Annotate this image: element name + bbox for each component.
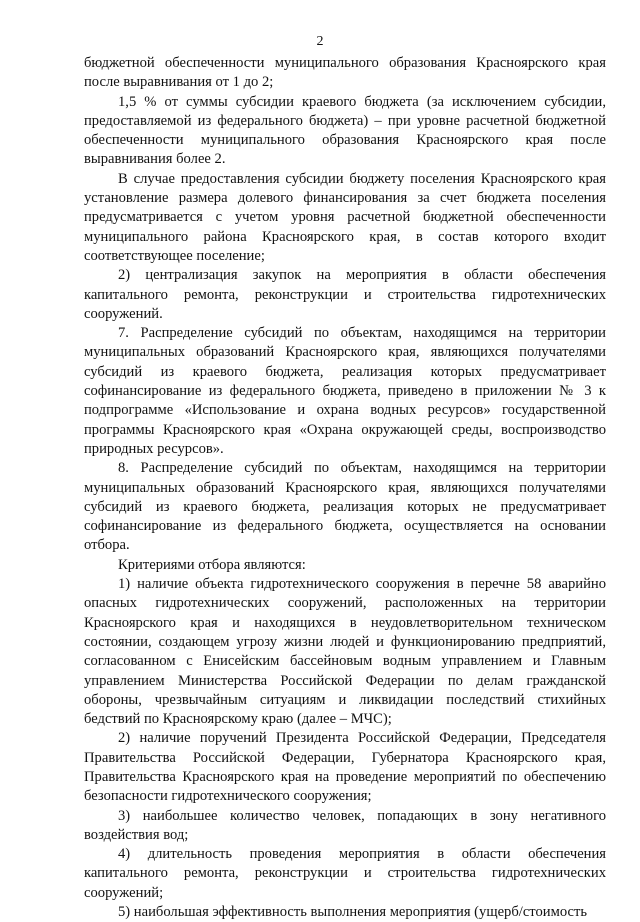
page-number: 2 <box>316 34 324 49</box>
paragraph-selection-criteria-heading: Критериями отбора являются: <box>118 556 306 573</box>
paragraph-continuation: бюджетной обеспеченности муниципального образования Красноярского края после выравнивания от 1 до 2; <box>84 55 606 91</box>
paragraph-criterion-2: 2) наличие поручений Президента Российской Федерации, Председателя Правительства Российской Федерации, Губернатора Красноярского края, Правительства Красноярского края на проведение мероприятий по обеспечению безопасности гидротехнического сооружения; <box>84 730 606 805</box>
paragraph-subsidy-share: 1,5 % от суммы субсидии краевого бюджета (за исключением субсидии, предоставляемой из федерального бюджета) – при уровне расчетной бюджетной обеспеченности муниципального образования Красноярского края после выравнивания более 2. <box>84 93 606 168</box>
paragraph-criterion-1: 1) наличие объекта гидротехнического сооружения в перечне 58 аварийно опасных гидротехнических сооружений, расположенных на территории Красноярского края и находящихся в неудовлетворительном техническом состоянии, создающем угрозу жизни людей и функционированию предприятий, согласованном с Енисейским бассейновым водным управлением и Главным управлением Министерства Российской Федерации по делам гражданской обороны, чрезвычайным ситуациям и ликвидации последствий стихийных бедствий по Красноярскому краю (далее – МЧС); <box>84 576 606 728</box>
paragraph-criterion-3: 3) наибольшее количество человек, попадающих в зону негативного воздействия вод; <box>84 807 606 843</box>
paragraph-settlement-budget: В случае предоставления субсидии бюджету поселения Красноярского края установление размера долевого финансирования за счет бюджета поселения предусматривается с учетом уровня расчетной бюджетной обеспеченности муниципального района Красноярского края, в состав которого входит соответствующее поселение; <box>84 170 606 264</box>
document-body <box>84 54 606 922</box>
paragraph-criterion-5: 5) наибольшая эффективность выполнения мероприятия (ущерб/стоимость <box>118 904 588 921</box>
paragraph-section-8: 8. Распределение субсидий по объектам, находящимся на территории муниципальных образований Красноярского края, являющихся получателями субсидий из краевого бюджета, реализация которых не предусматривает софинансирование из федерального бюджета, осуществляется на основании отбора. <box>84 460 606 554</box>
paragraph-criterion-4: 4) длительность проведения мероприятия в области обеспечения капитального ремонта, реконструкции и строительства гидротехнических сооружений; <box>84 846 606 901</box>
paragraph-centralized-procurement: 2) централизация закупок на мероприятия в области обеспечения капитального ремонта, реконструкции и строительства гидротехнических сооружений. <box>84 267 606 322</box>
paragraph-section-7: 7. Распределение субсидий по объектам, находящимся на территории муниципальных образований Красноярского края, являющихся получателями субсидий из краевого бюджета, реализация которых предусматривает софинансирование из федерального бюджета, приведено в приложении № 3 к подпрограмме «Использование и охрана водных ресурсов» государственной программы Красноярского края «Охрана окружающей среды, воспроизводство природных ресурсов». <box>84 325 606 457</box>
